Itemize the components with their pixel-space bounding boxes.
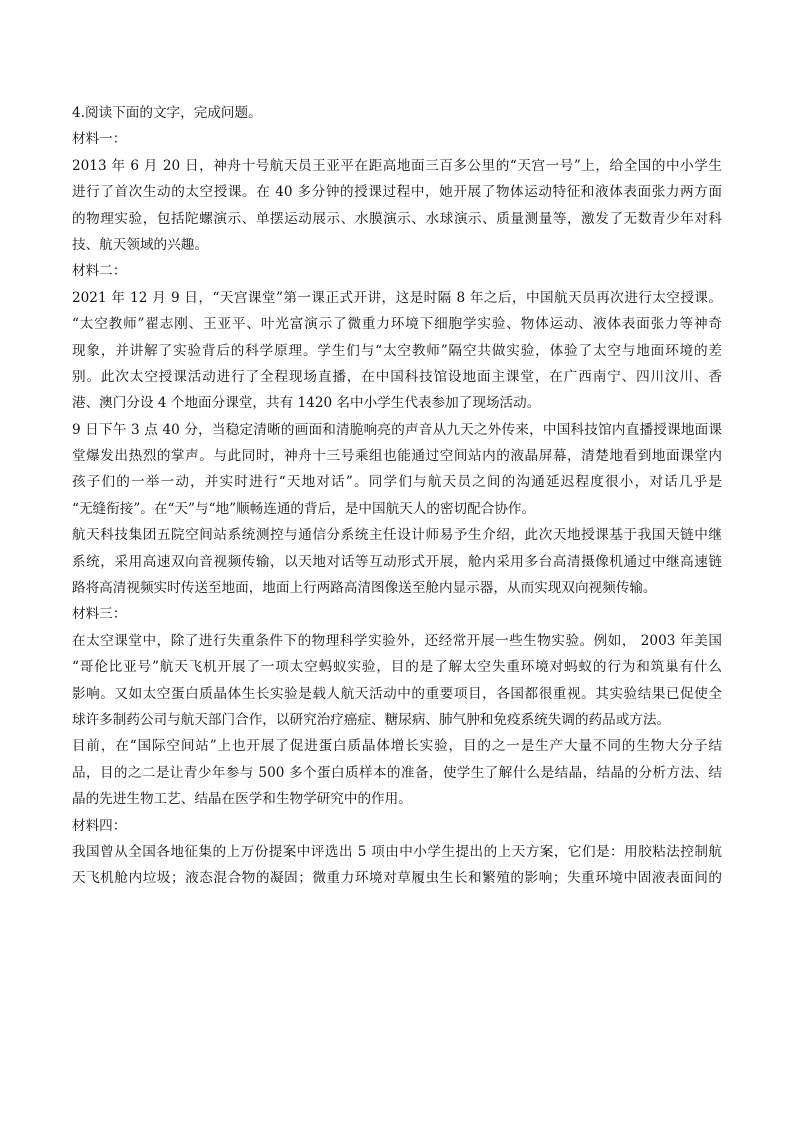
text-line: “太空教师”翟志刚、王亚平、叶光富演示了微重力环境下细胞学实验、物体运动、液体表面张力等神奇 (72, 316, 722, 333)
text-line: 港、澳门分设 4 个地面分课堂，共有 1420 名中小学生代表参加了现场活动。 (72, 395, 541, 412)
text-line: 技、航天领域的兴趣。 (72, 236, 208, 253)
text-line: 的物理实验，包括陀螺演示、单摆运动展示、水膜演示、水球演示、质量测量等，激发了无数青少年对科 (72, 210, 722, 227)
text-line: 影响。又如太空蛋白质晶体生长实验是载人航天活动中的重要项目，各国都很重视。其实验结果已促使全 (72, 685, 722, 702)
text-line: 孩子们的一举一动，并实时进行“天地对话”。同学们与航天员之间的沟通延迟程度很小，对话几乎是 (72, 474, 722, 491)
text-line: “哥伦比亚号”航天飞机开展了一项太空蚂蚁实验，目的是了解太空失重环境对蚂蚁的行为和筑巢有什么 (72, 659, 722, 676)
document-page (72, 100, 722, 892)
text-line: 进行了首次生动的太空授课。在 40 多分钟的授课过程中，她开展了物体运动特征和液体表面张力两方面 (72, 184, 722, 201)
text-line: 品，目的之二是让青少年参与 500 多个蛋白质样本的准备，使学生了解什么是结晶，结晶的分析方法、结 (72, 764, 722, 781)
text-line: 别。此次太空授课活动进行了全程现场直播，在中国科技馆设地面主课堂，在广西南宁、四川汶川、香 (72, 368, 722, 385)
text-line: 目前，在“国际空间站”上也开展了促进蛋白质晶体增长实验，目的之一是生产大量不同的生物大分子结 (72, 738, 722, 755)
text-line: 航天科技集团五院空间站系统测控与通信分系统主任设计师易予生介绍，此次天地授课基于我国天链中继 (72, 527, 722, 544)
text-line: 系统，采用高速双向音视频传输，以天地对话等互动形式开展，舱内采用多台高清摄像机通过中继高速链 (72, 553, 722, 570)
text-line: 路将高清视频实时传送至地面，地面上行两路高清图像送至舱内显示器，从而实现双向视频传输。 (72, 580, 657, 597)
text-line: 4.阅读下面的文字，完成问题。 (72, 105, 262, 121)
text-line: “无缝衔接”。在“天”与“地”顺畅连通的背后，是中国航天人的密切配合协作。 (72, 500, 536, 517)
text-line: 堂爆发出热烈的掌声。与此同时，神舟十三号乘组也能通过空间站内的液晶屏幕，清楚地看到地面课堂内 (72, 448, 722, 465)
text-line: 材料二： (72, 263, 127, 280)
text-line: 球许多制药公司与航天部门合作，以研究治疗癌症、糖尿病、肺气肿和免疫系统失调的药品或方法。 (72, 711, 671, 728)
text-line: 材料三： (72, 606, 127, 623)
text-line: 9 日下午 3 点 40 分，当稳定清晰的画面和清脆响亮的声音从九天之外传来，中国科技馆内直播授课地面课 (72, 421, 722, 438)
text-line: 材料四： (72, 817, 127, 834)
text-line: 材料一： (72, 131, 127, 148)
text-line: 我国曾从全国各地征集的上万份提案中评选出 5 项由中小学生提出的上天方案，它们是：用胶粘法控制航 (72, 843, 722, 860)
text-line: 2013 年 6 月 20 日，神舟十号航天员王亚平在距高地面三百多公里的“天宫一号”上，给全国的中小学生 (72, 157, 722, 174)
text-line: 天飞机舱内垃圾；液态混合物的凝固；微重力环境对草履虫生长和繁殖的影响；失重环境中固液表面间的 (72, 870, 722, 887)
text-line: 在太空课堂中，除了进行失重条件下的物理科学实验外，还经常开展一些生物实验。例如， 2003 年美国 (72, 632, 722, 649)
text-line: 现象，并讲解了实验背后的科学原理。学生们与“太空教师”隔空共做实验，体验了太空与地面环境的差 (72, 342, 722, 359)
text-line: 晶的先进生物工艺、结晶在医学和生物学研究中的作用。 (72, 791, 412, 808)
text-line: 2021 年 12 月 9 日，“天宫课堂”第一课正式开讲，这是时隔 8 年之后，中国航天员再次进行太空授课。 (72, 289, 722, 306)
